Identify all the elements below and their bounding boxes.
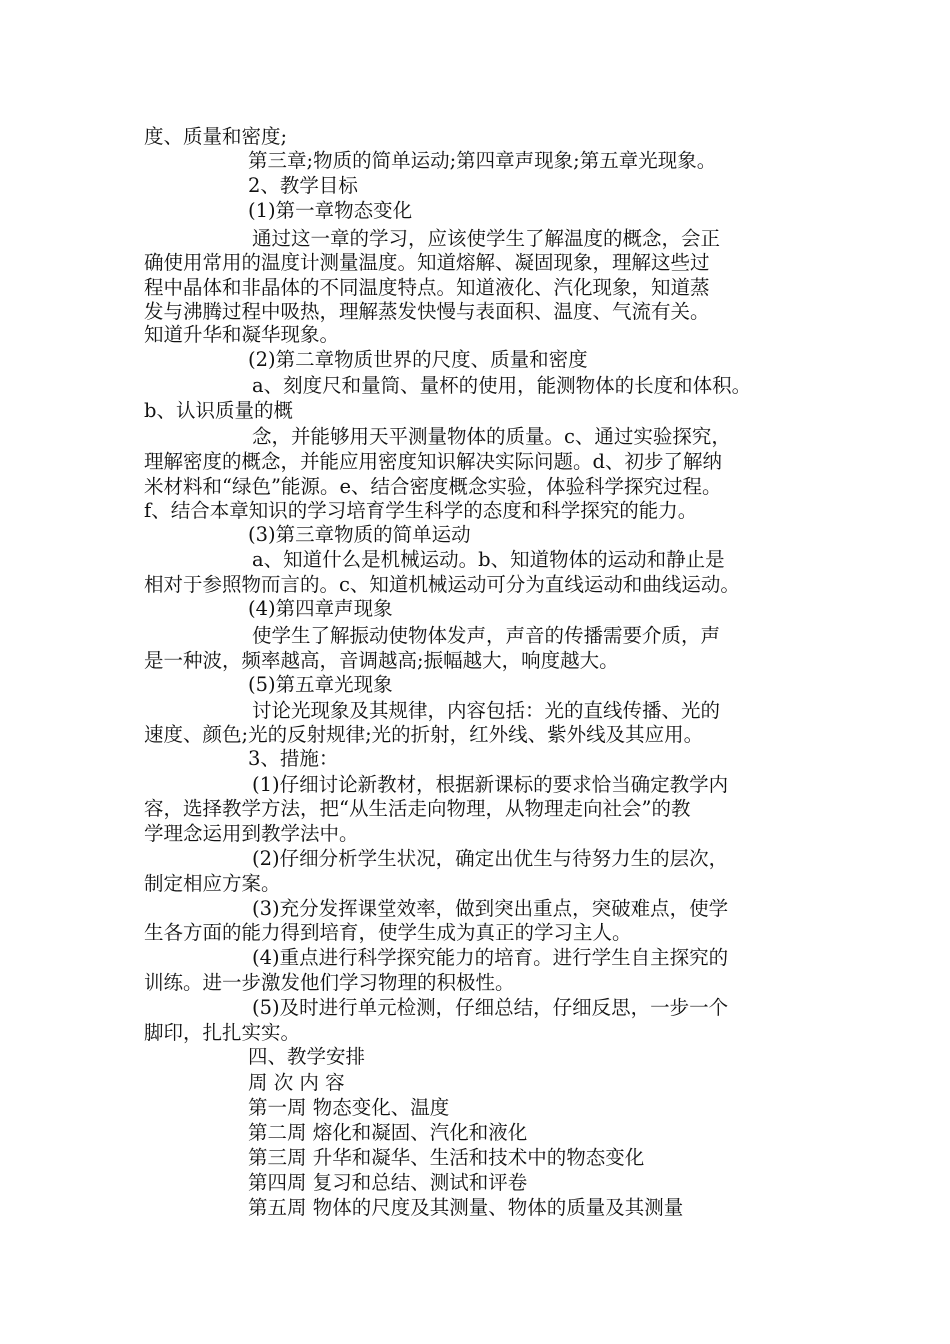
section-heading: 3、措施： <box>248 747 339 770</box>
text-line: (2)仔细分析学生状况，确定出优生与待努力生的层次， <box>252 847 729 870</box>
subsection-heading: (1)第一章物态变化 <box>248 199 413 222</box>
subsection-heading: (3)第三章物质的简单运动 <box>248 523 471 546</box>
text-line: b、认识质量的概 <box>144 399 293 422</box>
section-heading: 四、教学安排 <box>248 1045 366 1068</box>
text-line: 速度、颜色;光的反射规律;光的折射，红外线、紫外线及其应用。 <box>144 723 704 746</box>
text-line: 知道升华和凝华现象。 <box>144 323 340 346</box>
text-line: 脚印，扎扎实实。 <box>144 1021 301 1044</box>
section-heading: 2、教学目标 <box>248 174 358 197</box>
schedule-row: 第五周 物体的尺度及其测量、物体的质量及其测量 <box>248 1196 684 1219</box>
text-line: 生各方面的能力得到培育，使学生成为真正的学习主人。 <box>144 921 632 944</box>
text-line: 发与沸腾过程中吸热，理解蒸发快慢与表面积、温度、气流有关。 <box>144 300 710 323</box>
text-line: 度、质量和密度; <box>144 125 288 148</box>
text-line: 通过这一章的学习，应该使学生了解温度的概念，会正 <box>252 227 721 250</box>
text-line: f、结合本章知识的学习培育学生科学的态度和科学探究的能力。 <box>144 499 698 522</box>
text-line: 讨论光现象及其规律，内容包括：光的直线传播、光的 <box>252 699 721 722</box>
schedule-header: 周 次 内 容 <box>248 1071 345 1094</box>
subsection-heading: (4)第四章声现象 <box>248 597 393 620</box>
text-line: 理解密度的概念，并能应用密度知识解决实际问题。d、初步了解纳 <box>144 450 722 473</box>
text-line: (5)及时进行单元检测，仔细总结，仔细反思，一步一个 <box>252 996 729 1019</box>
text-line: (3)充分发挥课堂效率，做到突出重点，突破难点，使学 <box>252 897 729 920</box>
subsection-heading: (5)第五章光现象 <box>248 673 393 696</box>
text-line: 学理念运用到教学法中。 <box>144 822 359 845</box>
text-line: 使学生了解振动使物体发声，声音的传播需要介质，声 <box>252 624 721 647</box>
text-line: 念，并能够用天平测量物体的质量。c、通过实验探究， <box>252 425 731 448</box>
text-line: 相对于参照物而言的。c、知道机械运动可分为直线运动和曲线运动。 <box>144 573 740 596</box>
subsection-heading: (2)第二章物质世界的尺度、质量和密度 <box>248 348 588 371</box>
text-line: 训练。进一步激发他们学习物理的积极性。 <box>144 971 515 994</box>
text-line: 第三章;物质的简单运动;第四章声现象;第五章光现象。 <box>248 149 717 172</box>
text-line: 容，选择教学方法，把“从生活走向物理，从物理走向社会”的教 <box>144 797 691 820</box>
schedule-row: 第四周 复习和总结、测试和评卷 <box>248 1171 528 1194</box>
text-line: 米材料和“绿色”能源。e、结合密度概念实验，体验科学探究过程。 <box>144 475 722 498</box>
text-line: (1)仔细讨论新教材，根据新课标的要求恰当确定教学内 <box>252 773 729 796</box>
text-line: 是一种波，频率越高，音调越高;振幅越大，响度越大。 <box>144 649 619 672</box>
text-line: 确使用常用的温度计测量温度。知道熔解、凝固现象，理解这些过 <box>144 251 710 274</box>
schedule-row: 第一周 物态变化、温度 <box>248 1096 450 1119</box>
schedule-row: 第三周 升华和凝华、生活和技术中的物态变化 <box>248 1146 645 1169</box>
text-line: 制定相应方案。 <box>144 872 281 895</box>
text-line: a、知道什么是机械运动。b、知道物体的运动和静止是 <box>252 548 725 571</box>
text-line: (4)重点进行科学探究能力的培育。进行学生自主探究的 <box>252 946 729 969</box>
text-line: 程中晶体和非晶体的不同温度特点。知道液化、汽化现象，知道蒸 <box>144 276 710 299</box>
text-line: a、刻度尺和量筒、量杯的使用，能测物体的长度和体积。 <box>252 374 752 397</box>
schedule-row: 第二周 熔化和凝固、汽化和液化 <box>248 1121 528 1144</box>
